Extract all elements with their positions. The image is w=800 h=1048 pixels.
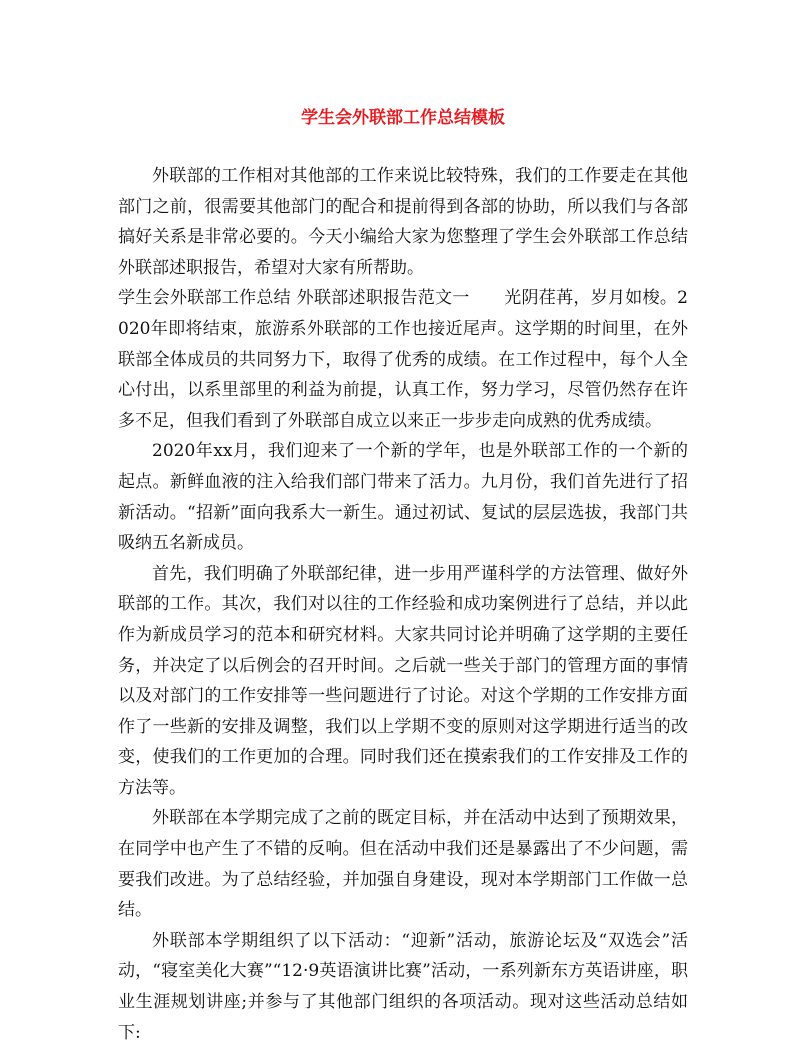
- paragraph-recruitment: 2020年xx月，我们迎来了一个新的学年，也是外联部工作的一个新的起点。新鲜血液的注入给我们部门带来了活力。九月份，我们首先进行了招新活动。“招新”面向我系大一新生。通过初试、复试的层层选拔，我部门共吸纳五名新成员。: [118, 441, 688, 554]
- document-title: 学生会外联部工作总结模板: [301, 108, 505, 128]
- paragraph-management: 首先，我们明确了外联部纪律，进一步用严谨科学的方法管理、做好外联部的工作。其次，我们对以往的工作经验和成功案例进行了总结，并以此作为新成员学习的范本和研究材料。大家共同讨论并明确了这学期的主要任务，并决定了以后例会的召开时间。之后就一些关于部门的管理方面的事情以及对部门的工作安排等一些问题进行了讨论。对这个学期的工作安排方面作了一些新的安排及调整，我们以上学期不变的原则对这学期进行适当的改变，使我们的工作更加的合理。同时我们还在摸索我们的工作安排及工作的方法等。: [118, 563, 688, 798]
- paragraph-intro: 外联部的工作相对其他部的工作来说比较特殊，我们的工作要走在其他部门之前，很需要其他部门的配合和提前得到各部的协助，所以我们与各部搞好关系是非常必要的。今天小编给大家为您整理了学生会外联部工作总结 外联部述职报告，希望对大家有所帮助。: [118, 166, 688, 278]
- paragraph-report-heading: 学生会外联部工作总结 外联部述职报告范文一 光阴荏苒，岁月如梭。2020年即将结束，旅游系外联部的工作也接近尾声。这学期的时间里，在外联部全体成员的共同努力下，取得了优秀的成绩。在工作过程中，每个人全心付出，以系里部里的利益为前提，认真工作，努力学习，尽管仍然存在许多不足，但我们看到了外联部自成立以来正一步步走向成熟的优秀成绩。: [118, 288, 688, 431]
- paragraph-activities: 外联部本学期组织了以下活动：“迎新”活动，旅游论坛及“双选会”活动，“寝室美化大赛”“12·9英语演讲比赛”活动，一系列新东方英语讲座，职业生涯规划讲座;并参与了其他部门组织的各项活动。现对这些活动总结如下:: [118, 930, 688, 1043]
- paragraph-goals: 外联部在本学期完成了之前的既定目标，并在活动中达到了预期效果，在同学中也产生了不错的反响。但在活动中我们还是暴露出了不少问题，需要我们改进。为了总结经验，并加强自身建设，现对本学期部门工作做一总结。: [118, 808, 688, 921]
